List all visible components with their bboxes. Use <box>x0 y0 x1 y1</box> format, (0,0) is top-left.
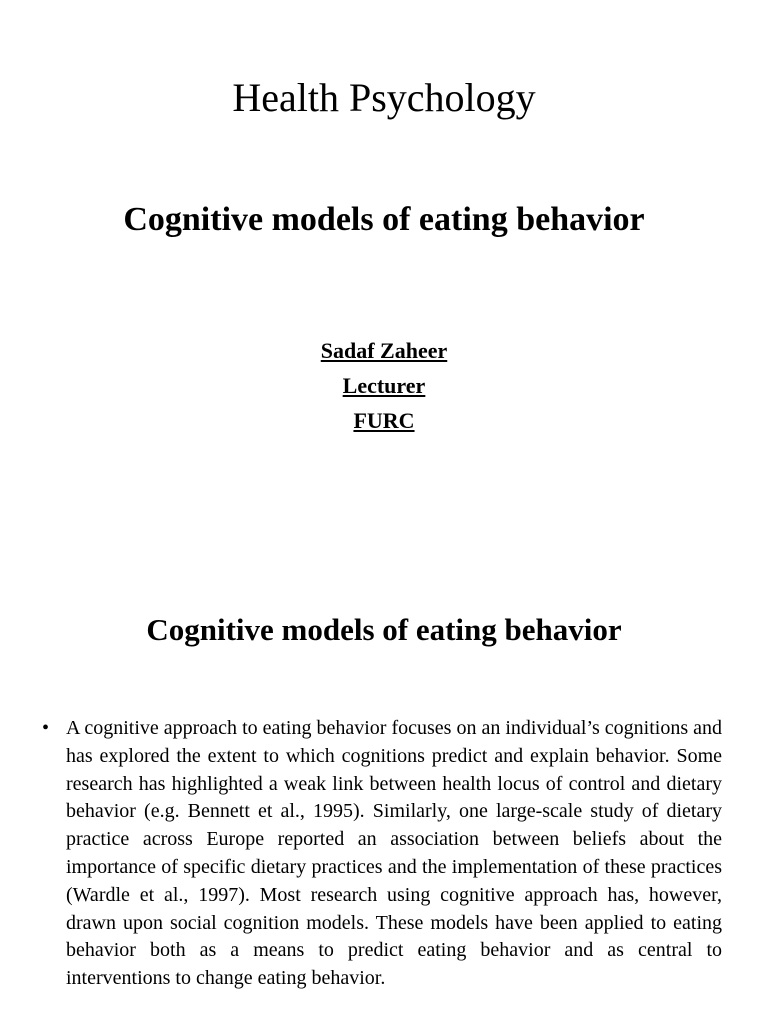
author-role: Lecturer <box>342 373 426 398</box>
bullet-icon: • <box>42 717 50 739</box>
content-slide <box>0 560 768 1024</box>
presentation-title: Health Psychology <box>232 75 536 120</box>
author-name: Sadaf Zaheer <box>320 338 448 363</box>
presentation-subtitle: Cognitive models of eating behavior <box>123 201 645 238</box>
author-institution: FURC <box>353 408 415 433</box>
author-block <box>0 333 768 438</box>
bullet-list-item <box>42 715 722 993</box>
bullet-text: A cognitive approach to eating behavior focuses on an individual’s cognitions and has explored the extent to which cognitions predict and explain behavior. Some research has highlighted a weak link between health locus of control and dietary behavior (e.g. Bennett et al., 1995). Similarly, one large-scale study of dietary practice across Europe reported an association between beliefs about the importance of specific dietary practices and the implementation of these practices (Wardle et al., 1997). Most research using cognitive approach has, however, drawn upon social cognition models. These models have been applied to eating behavior both as a means to predict eating behavior and as central to interventions to change eating behavior. <box>66 717 722 990</box>
slide-heading: Cognitive models of eating behavior <box>146 612 622 647</box>
